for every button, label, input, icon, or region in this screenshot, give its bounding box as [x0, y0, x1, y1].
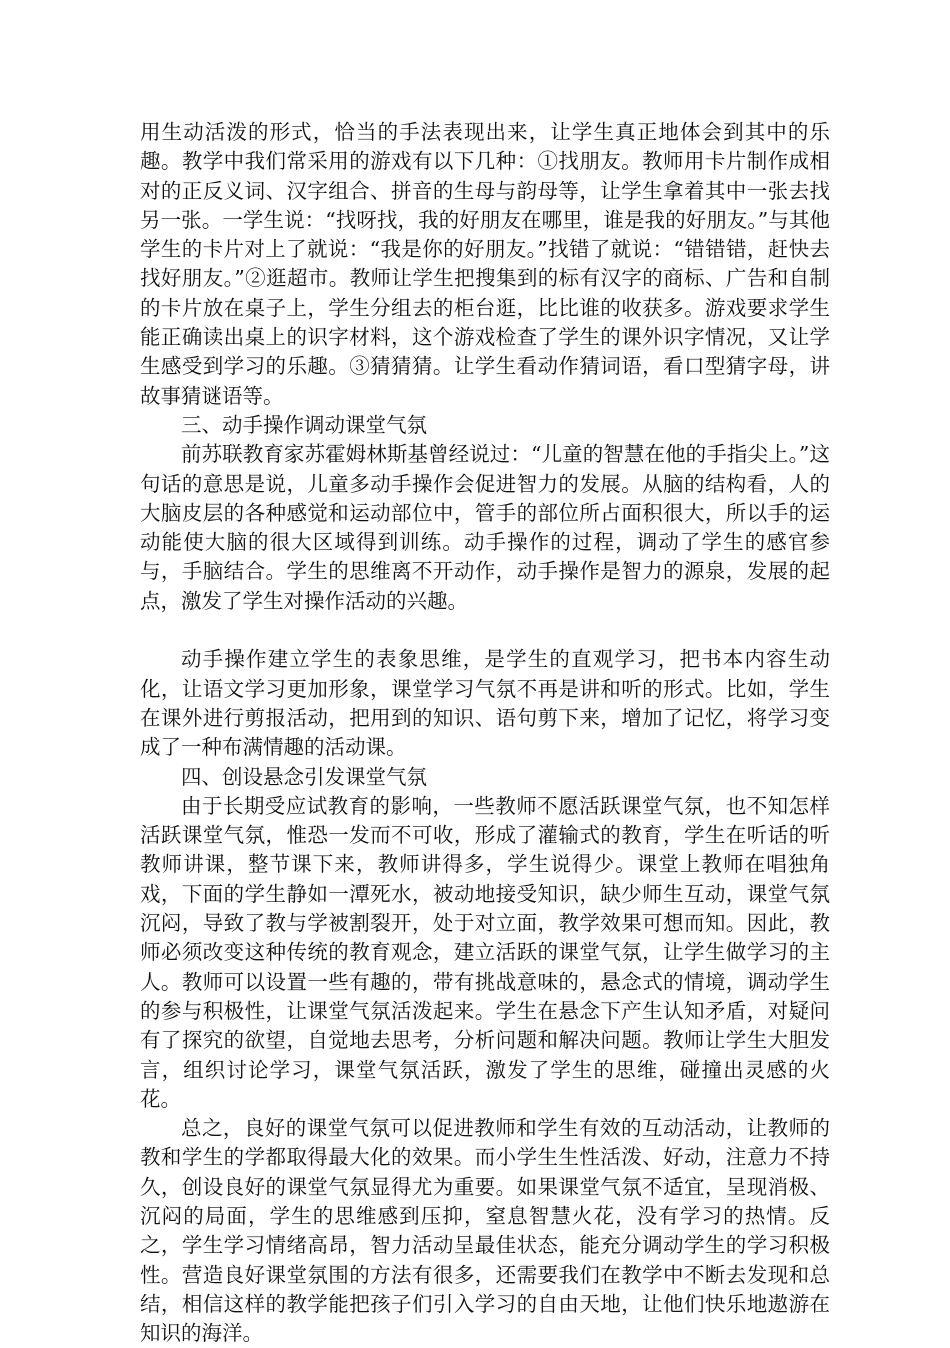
- paragraph-spacer: [140, 616, 830, 645]
- section-heading-hands-on: 三、动手操作调动课堂气氛: [181, 412, 427, 437]
- paragraph-suspense: 由于长期受应试教育的影响，一些教师不愿活跃课堂气氛，也不知怎样活跃课堂气氛，惟恐一发而不可收，形成了灌输式的教育，学生在听话的听教师讲课，整节课下来，教师讲得多，学生说得少。课堂上教师在唱独角戏，下面的学生静如一潭死水，被动地接受知识，缺少师生互动，课堂气氛沉闷，导致了教与学被割裂开，处于对立面，教学效果可想而知。因此，教师必须改变这种传统的教育观念，建立活跃的课堂气氛，让学生做学习的主人。教师可以设置一些有趣的，带有挑战意味的，悬念式的情境，调动学生的参与积极性，让课堂气氛活泼起来。学生在悬念下产生认知矛盾，对疑问有了探究的欲望，自觉地去思考，分析问题和解决问题。教师让学生大胆发言，组织讨论学习，课堂气氛活跃，激发了学生的思维，碰撞出灵感的火花。: [140, 793, 830, 1111]
- section-heading-suspense: 四、创设悬念引发课堂气氛: [181, 764, 427, 789]
- paragraph-conclusion: 总之，良好的课堂气氛可以促进教师和学生有效的互动活动，让教师的教和学生的学都取得最大化的效果。而小学生生性活泼、好动，注意力不持久，创设良好的课堂气氛显得尤为重要。如果课堂气氛不适宜，呈现消极、沉闷的局面，学生的思维感到压抑，窒息智慧火花，没有学习的热情。反之，学生学习情绪高昂，智力活动呈最佳状态，能充分调动学生的学习积极性。营造良好课堂氛围的方法有很多，还需要我们在教学中不断去发现和总结，相信这样的教学能把孩子们引入学习的自由天地，让他们快乐地遨游在知识的海洋。: [140, 1116, 830, 1346]
- document-page: [140, 118, 830, 1348]
- paragraph-games: 用生动活泼的形式，恰当的手法表现出来，让学生真正地体会到其中的乐趣。教学中我们常采用的游戏有以下几种：①找朋友。教师用卡片制作成相对的正反义词、汉字组合、拼音的生母与韵母等，让学生拿着其中一张去找另一张。一学生说：“找呀找，我的好朋友在哪里，谁是我的好朋友。”与其他学生的卡片对上了就说：“我是你的好朋友。”找错了就说：“错错错，赶快去找好朋友。”②逛超市。教师让学生把搜集到的标有汉字的商标、广告和自制的卡片放在桌子上，学生分组去的柜台逛，比比谁的收获多。游戏要求学生能正确读出桌上的识字材料，这个游戏检查了学生的课外识字情况，又让学生感受到学习的乐趣。③猜猜猜。让学生看动作猜词语，看口型猜字母，讲故事猜谜语等。: [140, 120, 830, 408]
- paragraph-hands-on-intro: 前苏联教育家苏霍姆林斯基曾经说过：“儿童的智慧在他的手指尖上。”这句话的意思是说，儿童多动手操作会促进智力的发展。从脑的结构看，人的大脑皮层的各种感觉和运动部位中，管手的部位所占面积很大，所以手的运动能使大脑的很大区域得到训练。动手操作的过程，调动了学生的感官参与，手脑结合。学生的思维离不开动作，动手操作是智力的源泉，发展的起点，激发了学生对操作活动的兴趣。: [140, 442, 830, 613]
- paragraph-hands-on-thinking: 动手操作建立学生的表象思维，是学生的直观学习，把书本内容生动化，让语文学习更加形象，课堂学习气氛不再是讲和听的形式。比如，学生在课外进行剪报活动，把用到的知识、语句剪下来，增加了记忆，将学习变成了一种布满情趣的活动课。: [140, 647, 830, 760]
